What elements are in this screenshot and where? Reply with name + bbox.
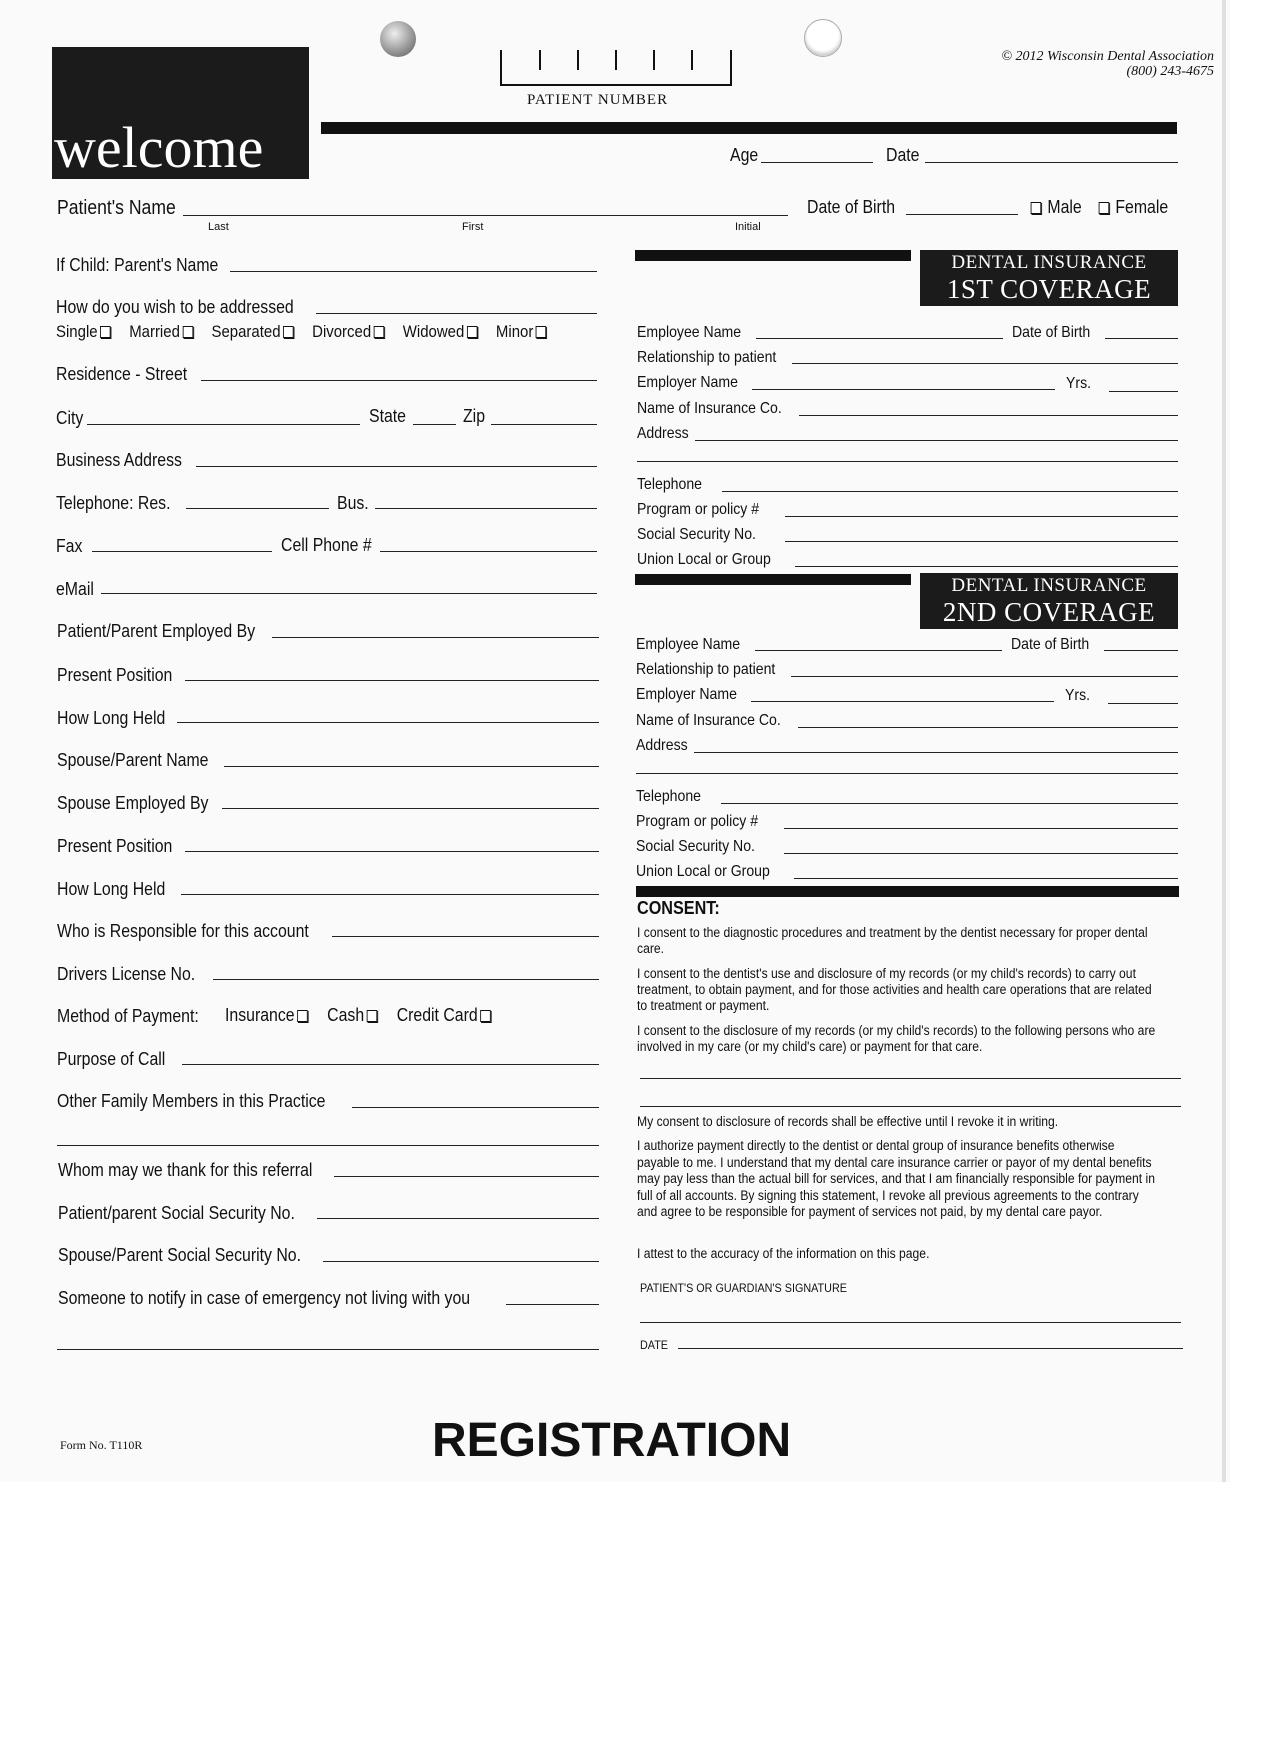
patient-number-boxes[interactable] (500, 50, 732, 86)
cash-label: Cash (327, 1005, 365, 1025)
ins1-policy-label: Program or policy # (637, 501, 760, 518)
state-label: State (369, 406, 406, 426)
dob-label: Date of Birth (807, 197, 896, 217)
consent-p6: I attest to the accuracy of the information on this page. (637, 1246, 930, 1261)
responsible-label: Who is Responsible for this account (57, 921, 309, 941)
ins2-insurance-co-label: Name of Insurance Co. (636, 712, 781, 729)
bus-phone-field[interactable] (375, 508, 597, 509)
ins1-relationship-field[interactable] (792, 363, 1178, 364)
married-checkbox[interactable] (183, 326, 194, 338)
consent-p4: My consent to disclosure of records shall be effective until I revoke it in writing. (637, 1114, 1059, 1129)
welcome-text: welcome (54, 115, 264, 180)
welcome-banner (52, 47, 309, 179)
sheet-edge (1222, 0, 1226, 1482)
ins1-employer-label: Employer Name (637, 374, 738, 391)
state-field[interactable] (413, 424, 456, 425)
ins2-relationship-label: Relationship to patient (636, 661, 776, 678)
spouse-name-label: Spouse/Parent Name (57, 750, 209, 770)
consent-p5: I authorize payment directly to the dentist or dental group of insurance benefits otherwise payable to me. I understand that my dental care insurance carrier or payor of my dental benefits may pay less than the actual bill for services, and that I am financially responsible for payment in full of all accounts. By signing this statement, I revoke all previous agreements to the contrary and agree to be responsible for payment of services not paid, by my dental care payor. (637, 1138, 1155, 1219)
ins1-employer-field[interactable] (752, 389, 1055, 390)
age-field[interactable] (761, 162, 873, 163)
ins2-telephone-field[interactable] (721, 803, 1178, 804)
minor-checkbox[interactable] (536, 326, 547, 338)
ins1-telephone-label: Telephone (637, 476, 702, 493)
family-field-line2[interactable] (57, 1145, 599, 1146)
divorced-label: Divorced (312, 322, 372, 341)
ins2-employer-label: Employer Name (636, 686, 737, 703)
signature-caption: PATIENT'S OR GUARDIAN'S SIGNATURE (640, 1281, 847, 1295)
ins2-employee-name-field[interactable] (755, 650, 1002, 651)
marital-widowed[interactable] (403, 322, 479, 341)
ins1-yrs-label: Yrs. (1066, 375, 1092, 392)
marital-status-row (56, 322, 548, 342)
patient-name-field[interactable] (183, 215, 788, 216)
spouse-name-field[interactable] (224, 766, 599, 767)
male-checkbox[interactable] (1031, 202, 1042, 214)
ins1-header-line1: DENTAL INSURANCE (951, 252, 1147, 273)
present-position2-field[interactable] (185, 851, 599, 852)
dob-field[interactable] (906, 214, 1018, 215)
telephone-res-field[interactable] (186, 508, 329, 509)
ins1-policy-field[interactable] (785, 516, 1178, 517)
ins2-dob-label: Date of Birth (1011, 636, 1090, 653)
copyright-text: © 2012 Wisconsin Dental Association (1001, 49, 1214, 64)
ins1-ssn-label: Social Security No. (637, 526, 756, 543)
ins2-policy-field[interactable] (784, 828, 1178, 829)
payment-method-label: Method of Payment: (57, 1006, 199, 1026)
cash-checkbox[interactable] (367, 1010, 378, 1022)
responsible-field[interactable] (332, 936, 599, 937)
marital-separated[interactable] (211, 322, 295, 341)
ins2-insurance-co-field[interactable] (798, 727, 1178, 728)
spouse-ssn-label: Spouse/Parent Social Security No. (58, 1245, 302, 1265)
header-rule (321, 122, 1177, 134)
punch-hole-right (804, 19, 842, 57)
last-caption: Last (208, 221, 229, 233)
ins2-yrs-field[interactable] (1108, 703, 1178, 704)
ins2-header (920, 573, 1178, 629)
how-long2-label: How Long Held (57, 879, 166, 899)
ins1-union-field[interactable] (795, 566, 1178, 567)
consent-persons-line1[interactable] (640, 1078, 1181, 1079)
ins1-ssn-field[interactable] (785, 541, 1178, 542)
ins1-dob-field[interactable] (1105, 338, 1178, 339)
date-label: Date (886, 145, 920, 165)
male-option[interactable] (1028, 197, 1082, 218)
separated-label: Separated (211, 322, 281, 341)
email-label: eMail (56, 579, 94, 599)
ins1-relationship-label: Relationship to patient (637, 349, 777, 366)
ins1-rule (635, 250, 911, 261)
signature-field[interactable] (640, 1322, 1181, 1323)
ins1-union-label: Union Local or Group (637, 551, 771, 568)
telephone-res-label: Telephone: Res. (56, 493, 171, 513)
single-label: Single (56, 322, 98, 341)
how-long-field[interactable] (177, 722, 599, 723)
marital-single[interactable] (56, 322, 113, 341)
female-option[interactable] (1096, 197, 1168, 218)
ins1-address-field-line2[interactable] (637, 461, 1178, 462)
ins1-employee-name-field[interactable] (756, 338, 1003, 339)
present-position-field[interactable] (185, 680, 599, 681)
consent-persons-line2[interactable] (640, 1106, 1181, 1107)
cell-label: Cell Phone # (281, 535, 372, 555)
zip-field[interactable] (491, 424, 597, 425)
single-checkbox[interactable] (100, 326, 111, 338)
how-long-label: How Long Held (57, 708, 166, 728)
male-label: Male (1047, 197, 1082, 217)
ins2-address-field[interactable] (694, 752, 1178, 753)
ins2-address-label: Address (636, 737, 688, 754)
fax-label: Fax (56, 536, 83, 556)
ins2-employee-name-label: Employee Name (636, 636, 741, 653)
ins1-employee-name-label: Employee Name (637, 324, 742, 341)
ins2-header-line2: 2ND COVERAGE (942, 597, 1156, 627)
consent-title: CONSENT: (637, 898, 720, 918)
purpose-field[interactable] (182, 1064, 599, 1065)
female-label: Female (1115, 197, 1169, 217)
ins1-address-label: Address (637, 425, 689, 442)
female-checkbox[interactable] (1099, 202, 1110, 214)
business-address-label: Business Address (56, 450, 182, 470)
payment-insurance[interactable] (225, 1005, 310, 1025)
emergency-field[interactable] (506, 1304, 599, 1305)
bus-label: Bus. (337, 493, 369, 513)
consent-rule (636, 886, 1179, 897)
city-label: City (56, 408, 84, 428)
insurance-label: Insurance (225, 1005, 295, 1025)
separated-checkbox[interactable] (283, 326, 294, 338)
residence-field[interactable] (201, 380, 597, 381)
referral-label: Whom may we thank for this referral (58, 1160, 313, 1180)
sign-date-caption: DATE (640, 1338, 669, 1352)
ins1-telephone-field[interactable] (722, 491, 1178, 492)
payment-credit-card[interactable] (397, 1005, 493, 1025)
patient-number-label: PATIENT NUMBER (527, 92, 669, 108)
ins2-telephone-label: Telephone (636, 788, 701, 805)
addressed-label: How do you wish to be addressed (56, 297, 294, 317)
patient-ssn-field[interactable] (317, 1218, 599, 1219)
payment-options (225, 1005, 493, 1026)
marital-divorced[interactable] (312, 322, 386, 341)
ins1-header (920, 250, 1178, 306)
ins1-address-field[interactable] (695, 440, 1178, 441)
widowed-checkbox[interactable] (467, 326, 478, 338)
emergency-field-line2[interactable] (57, 1349, 599, 1350)
ins2-policy-label: Program or policy # (636, 813, 759, 830)
ins2-ssn-label: Social Security No. (636, 838, 755, 855)
payment-cash[interactable] (327, 1005, 379, 1025)
spouse-ssn-field[interactable] (323, 1261, 599, 1262)
widowed-label: Widowed (402, 322, 465, 341)
ins1-header-line2: 1ST COVERAGE (946, 274, 1152, 304)
family-label: Other Family Members in this Practice (57, 1091, 326, 1111)
referral-field[interactable] (334, 1176, 599, 1177)
addressed-field[interactable] (316, 313, 597, 314)
form-number: Form No. T110R (60, 1438, 143, 1452)
ins2-rule (635, 574, 911, 585)
first-caption: First (462, 221, 484, 233)
date-field[interactable] (925, 162, 1178, 163)
form-title: REGISTRATION (432, 1414, 792, 1467)
zip-label: Zip (463, 406, 486, 426)
email-field[interactable] (101, 593, 597, 594)
ins2-header-line1: DENTAL INSURANCE (951, 575, 1147, 596)
parent-name-label: If Child: Parent's Name (56, 255, 219, 275)
drivers-license-label: Drivers License No. (57, 964, 196, 984)
ins2-ssn-field[interactable] (784, 853, 1178, 854)
credit-card-label: Credit Card (396, 1005, 478, 1025)
consent-p1: I consent to the diagnostic procedures and treatment by the dentist necessary for proper dental care. (637, 925, 1148, 956)
patient-name-label: Patient's Name (57, 197, 176, 219)
initial-caption: Initial (735, 221, 761, 233)
sign-date-field[interactable] (678, 1348, 1183, 1349)
spouse-employed-label: Spouse Employed By (57, 793, 209, 813)
city-field[interactable] (87, 424, 360, 425)
parent-name-field[interactable] (230, 271, 597, 272)
copyright-block (1001, 49, 1214, 79)
present-position2-label: Present Position (57, 836, 173, 856)
ins1-insurance-co-label: Name of Insurance Co. (637, 400, 782, 417)
ins2-address-field-line2[interactable] (636, 773, 1178, 774)
employed-by-label: Patient/Parent Employed By (57, 621, 256, 641)
age-label: Age (730, 145, 759, 165)
cell-field[interactable] (380, 551, 597, 552)
ins1-insurance-co-field[interactable] (799, 415, 1178, 416)
insurance-checkbox[interactable] (297, 1010, 308, 1022)
fax-field[interactable] (92, 551, 272, 552)
ins1-yrs-field[interactable] (1109, 391, 1178, 392)
employed-by-field[interactable] (272, 637, 599, 638)
marital-minor[interactable] (496, 322, 548, 341)
ins2-union-field[interactable] (794, 878, 1178, 879)
ins2-employer-field[interactable] (751, 701, 1054, 702)
how-long2-field[interactable] (181, 894, 599, 895)
spouse-employed-field[interactable] (222, 808, 599, 809)
present-position-label: Present Position (57, 665, 173, 685)
ins2-relationship-field[interactable] (791, 676, 1178, 677)
divorced-checkbox[interactable] (374, 326, 385, 338)
ins2-yrs-label: Yrs. (1065, 687, 1091, 704)
family-field[interactable] (352, 1107, 599, 1108)
copyright-phone: (800) 243-4675 (1126, 64, 1214, 79)
business-address-field[interactable] (196, 466, 597, 467)
residence-label: Residence - Street (56, 364, 188, 384)
consent-p2: I consent to the dentist's use and disclosure of my records (or my child's records) to carry out treatment, to obtain payment, and for those activities and health care operations that are related to treatment or payment. (637, 966, 1152, 1013)
ins2-dob-field[interactable] (1104, 650, 1178, 651)
emergency-label: Someone to notify in case of emergency not living with you (58, 1288, 471, 1308)
credit-card-checkbox[interactable] (480, 1010, 491, 1022)
consent-p3: I consent to the disclosure of my records (or my child's records) to the following persons who are involved in my care (or my child's care) or payment for that care. (637, 1023, 1156, 1054)
purpose-label: Purpose of Call (57, 1049, 166, 1069)
patient-ssn-label: Patient/parent Social Security No. (58, 1203, 295, 1223)
ins2-union-label: Union Local or Group (636, 863, 770, 880)
punch-hole-left (380, 21, 416, 57)
minor-label: Minor (495, 322, 534, 341)
married-label: Married (129, 322, 180, 341)
marital-married[interactable] (129, 322, 195, 341)
drivers-license-field[interactable] (213, 979, 599, 980)
ins1-dob-label: Date of Birth (1012, 324, 1091, 341)
